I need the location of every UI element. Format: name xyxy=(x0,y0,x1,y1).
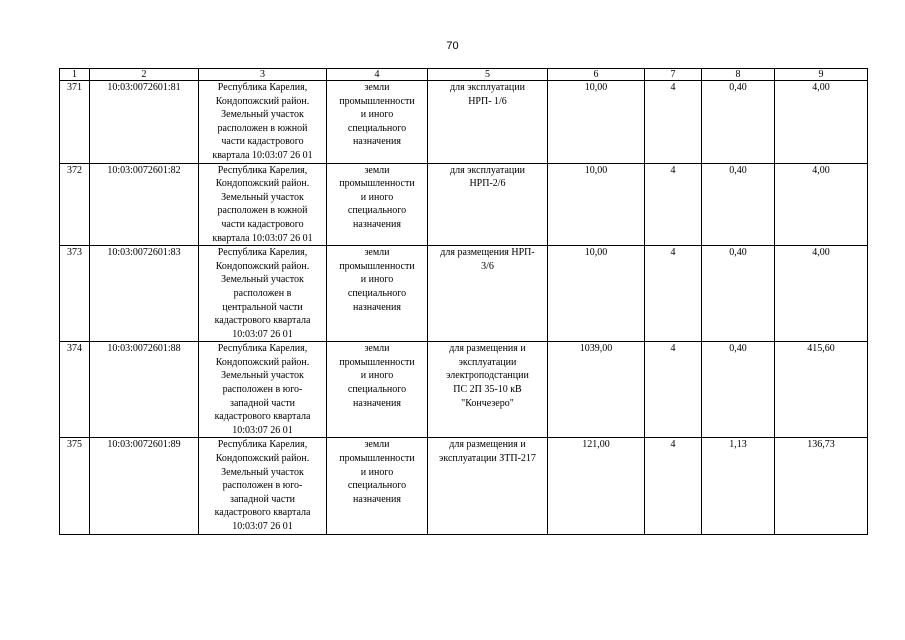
col-7-value: 4 xyxy=(645,246,702,342)
header-col-7: 7 xyxy=(645,69,702,81)
plot-location: Республика Карелия, Кондопожский район. Земельный участок расположен в южной части кадастрового квартала 10:03:07 26 01 xyxy=(199,163,327,246)
table-body xyxy=(60,81,868,535)
plot-area: 10,00 xyxy=(548,163,645,246)
table-row xyxy=(60,246,868,342)
header-col-4: 4 xyxy=(327,69,428,81)
plot-area: 10,00 xyxy=(548,81,645,164)
header-col-8: 8 xyxy=(702,69,775,81)
plot-location: Республика Карелия, Кондопожский район. Земельный участок расположен в юго- западной части кадастрового квартала 10:03:07 26 01 xyxy=(199,342,327,438)
cadastral-number: 10:03:0072601:82 xyxy=(90,163,199,246)
land-category: земли промышленности и иного специального назначения xyxy=(327,246,428,342)
land-category: земли промышленности и иного специального назначения xyxy=(327,342,428,438)
row-number: 373 xyxy=(60,246,90,342)
col-9-value: 415,60 xyxy=(775,342,868,438)
cadastral-number: 10:03:0072601:81 xyxy=(90,81,199,164)
col-7-value: 4 xyxy=(645,81,702,164)
row-number: 375 xyxy=(60,438,90,534)
col-8-value: 0,40 xyxy=(702,163,775,246)
col-9-value: 4,00 xyxy=(775,246,868,342)
plot-location: Республика Карелия, Кондопожский район. Земельный участок расположен в южной части кадастрового квартала 10:03:07 26 01 xyxy=(199,81,327,164)
permitted-use: для размещения НРП- 3/6 xyxy=(428,246,548,342)
plot-area: 10,00 xyxy=(548,246,645,342)
col-8-value: 1,13 xyxy=(702,438,775,534)
permitted-use: для эксплуатации НРП- 1/6 xyxy=(428,81,548,164)
plot-area: 1039,00 xyxy=(548,342,645,438)
header-row xyxy=(60,69,868,81)
land-category: земли промышленности и иного специального назначения xyxy=(327,163,428,246)
plot-location: Республика Карелия, Кондопожский район. Земельный участок расположен в юго- западной части кадастрового квартала 10:03:07 26 01 xyxy=(199,438,327,534)
row-number: 371 xyxy=(60,81,90,164)
table-row xyxy=(60,163,868,246)
row-number: 374 xyxy=(60,342,90,438)
header-col-5: 5 xyxy=(428,69,548,81)
plot-area: 121,00 xyxy=(548,438,645,534)
permitted-use: для размещения и эксплуатации электроподстанции ПС 2П 35-10 кВ "Кончезеро" xyxy=(428,342,548,438)
col-9-value: 136,73 xyxy=(775,438,868,534)
cadastral-number: 10:03:0072601:89 xyxy=(90,438,199,534)
table-row xyxy=(60,342,868,438)
header-col-2: 2 xyxy=(90,69,199,81)
header-col-1: 1 xyxy=(60,69,90,81)
plot-location: Республика Карелия, Кондопожский район. Земельный участок расположен в центральной части кадастрового квартала 10:03:07 26 01 xyxy=(199,246,327,342)
col-8-value: 0,40 xyxy=(702,342,775,438)
col-9-value: 4,00 xyxy=(775,163,868,246)
cadastral-number: 10:03:0072601:88 xyxy=(90,342,199,438)
col-8-value: 0,40 xyxy=(702,81,775,164)
land-category: земли промышленности и иного специального назначения xyxy=(327,81,428,164)
header-col-6: 6 xyxy=(548,69,645,81)
col-8-value: 0,40 xyxy=(702,246,775,342)
table-row xyxy=(60,438,868,534)
cadastral-number: 10:03:0072601:83 xyxy=(90,246,199,342)
col-7-value: 4 xyxy=(645,163,702,246)
page-number: 70 xyxy=(446,40,459,52)
table-header xyxy=(60,69,868,81)
header-col-3: 3 xyxy=(199,69,327,81)
row-number: 372 xyxy=(60,163,90,246)
col-9-value: 4,00 xyxy=(775,81,868,164)
col-7-value: 4 xyxy=(645,342,702,438)
permitted-use: для эксплуатации НРП-2/6 xyxy=(428,163,548,246)
col-7-value: 4 xyxy=(645,438,702,534)
land-plots-table xyxy=(59,68,868,535)
land-category: земли промышленности и иного специального назначения xyxy=(327,438,428,534)
header-col-9: 9 xyxy=(775,69,868,81)
permitted-use: для размещения и эксплуатации ЗТП-217 xyxy=(428,438,548,534)
table-row xyxy=(60,81,868,164)
